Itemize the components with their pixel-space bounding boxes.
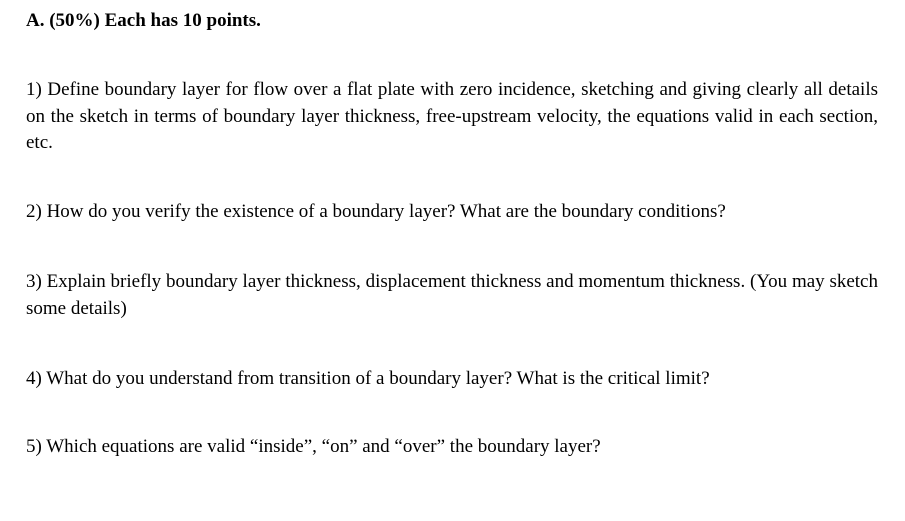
question-1: 1) Define boundary layer for flow over a flat plate with zero incidence, sketching and giving clearly all details on the sketch in terms of boundary layer thickness, free-upstream velocity, the equations valid in each section, etc.: [26, 79, 878, 153]
question-3: 3) Explain briefly boundary layer thickness, displacement thickness and momentum thickness. (You may sketch some details): [26, 271, 878, 319]
section-heading: A. (50%) Each has 10 points.: [26, 10, 261, 31]
question-5: 5) Which equations are valid “inside”, “on” and “over” the boundary layer?: [26, 436, 601, 457]
question-2: 2) How do you verify the existence of a boundary layer? What are the boundary conditions?: [26, 201, 726, 222]
question-4: 4) What do you understand from transition of a boundary layer? What is the critical limit?: [26, 368, 710, 389]
